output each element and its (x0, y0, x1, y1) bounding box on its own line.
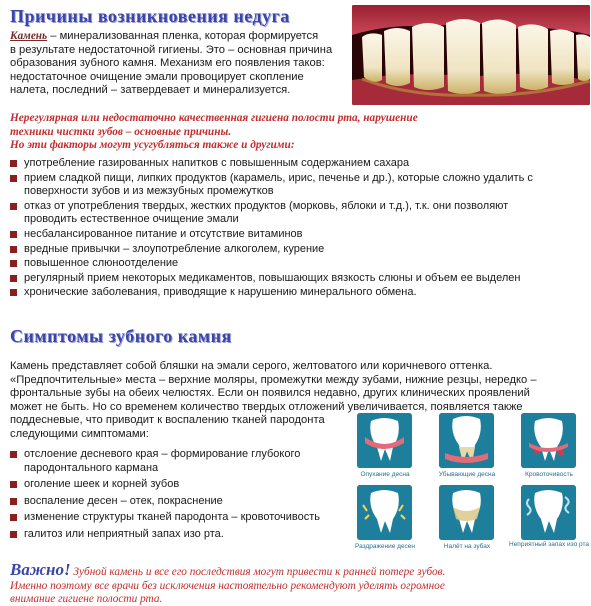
warning-text (10, 112, 585, 153)
tile-swollen-gum (357, 413, 412, 468)
symptoms-paragraph-line: поддесневые, что приводит к воспалению тканей пародонта (10, 414, 325, 426)
intro-line-3: образования зубного камня. Механизм его появления таков: (10, 57, 325, 69)
intro-line-1 (10, 30, 350, 44)
symptoms-list (10, 448, 350, 542)
tooth-icon (357, 413, 412, 468)
warning-line-1: Нерегулярная или недостаточно качественная гигиена полости рта, нарушение (10, 112, 418, 124)
footer-line-2: Именно поэтому все врачи без исключения настоятельно рекомендуют уделять огромное (10, 580, 445, 592)
list-item: изменение структуры тканей пародонта – кровоточивость (10, 511, 350, 525)
list-item (10, 200, 588, 227)
list-item-line: пародонтального кармана (24, 461, 159, 474)
symptoms-paragraph-line: следующими симптомами: (10, 427, 149, 440)
intro-line-5: налета, последний – затвердевает и минерализуется. (10, 84, 291, 96)
list-item-line: прием сладкой пищи, липких продуктов (карамель, ирис, печенье и др.), которые сложно удалить с (24, 171, 533, 184)
list-item: повышенное слюноотделение (10, 257, 588, 271)
list-item-line: поверхности зубов и из межзубных промежутков (24, 185, 274, 198)
warning-line-3: Но эти факторы могут усугубляться также и другими: (10, 139, 295, 151)
list-item (10, 172, 588, 199)
footer-note (10, 560, 590, 606)
tile-label: Убывающие десна (438, 471, 496, 478)
symptoms-paragraph-line: фронтальные зубы на обеих челюстях. Если он появился недавно, других клинических проявлений (10, 387, 530, 399)
tooth-icon (439, 485, 494, 540)
list-item: вредные привычки – злоупотребление алкоголем, курение (10, 243, 588, 257)
tooth-icon (439, 413, 494, 468)
intro-line-2: в результате недостаточной гигиены. Это – основная причина (10, 43, 333, 56)
tile-plaque (439, 485, 494, 540)
list-item: галитоз или неприятный запах изо рта. (10, 528, 350, 542)
section-title-symptoms-text: Симптомы зубного камня (10, 326, 232, 346)
tooth-icon (521, 413, 576, 468)
list-item: употребление газированных напитков с повышенным содержанием сахара (10, 157, 588, 171)
list-item: воспаление десен – отек, покраснение (10, 495, 350, 509)
list-item: регулярный прием некоторых медикаментов, повышающих вязкость слюны и объем ее выделен (10, 272, 588, 286)
list-item (10, 448, 350, 475)
tile-label: Кровоточивость (525, 471, 573, 478)
footer-line-1 (10, 560, 590, 580)
list-item-line: проводить естественное очищение эмали (24, 213, 239, 226)
tile-bleeding (521, 413, 576, 468)
symptoms-paragraph-line: может не быть. Но со временем количество твердых отложений увеличивается, появляется также (10, 400, 523, 413)
teeth-photo (352, 5, 590, 105)
list-item-line: отслоение десневого края – формирование глубокого (24, 448, 301, 460)
symptom-tiles (345, 413, 591, 563)
footer-text-0: Зубной камень и все его последствия могут привести к ранней потере зубов. (70, 566, 446, 578)
list-item: несбалансированное питание и отсутствие витаминов (10, 228, 588, 242)
tooth-icon (357, 485, 412, 540)
tile-label: Раздражение десен (355, 543, 415, 550)
intro-line-4: недостаточное очищение эмали провоцирует скопление (10, 70, 304, 83)
causes-list (10, 157, 588, 300)
tile-bad-breath (521, 485, 576, 540)
section-title-causes-text: Причины возникновения недуга (10, 6, 290, 26)
warning-line-2: техники чистки зубов – основные причины. (10, 125, 232, 138)
footer-line-3: внимание гигиене полости рта. (10, 593, 163, 605)
list-item: оголение шеек и корней зубов (10, 478, 350, 492)
intro-line-text-0: – минерализованная пленка, которая формируется (47, 30, 319, 42)
tile-label: Опухание десна (360, 471, 410, 478)
intro-paragraph (10, 30, 350, 98)
tooth-icon (521, 485, 576, 540)
important-label: Важно! (10, 560, 71, 579)
section-title-symptoms (10, 326, 232, 347)
tile-gum-irritation (357, 485, 412, 540)
tile-receding-gum (439, 413, 494, 468)
list-item-line: отказ от употребления твердых, жестких продуктов (морковь, яблоки и т.д.), т.к. они позволяют (24, 199, 509, 212)
tile-label: Неприятный запах изо рта (509, 541, 590, 548)
section-title-causes (10, 6, 290, 27)
symptoms-paragraph-line: Камень представляет собой бляшки на эмали серого, желтоватого или коричневого оттенка. (10, 360, 493, 372)
symptoms-paragraph-line: «Предпочтительные» места – верхние моляры, промежутки между зубами, нижние резцы, нередко – (10, 373, 537, 386)
list-item: хронические заболевания, приводящие к нарушению минерального обмена. (10, 286, 588, 300)
intro-term: Камень (10, 30, 48, 42)
tile-label: Налёт на зубах (443, 543, 491, 550)
teeth-photo-illustration (352, 5, 590, 105)
